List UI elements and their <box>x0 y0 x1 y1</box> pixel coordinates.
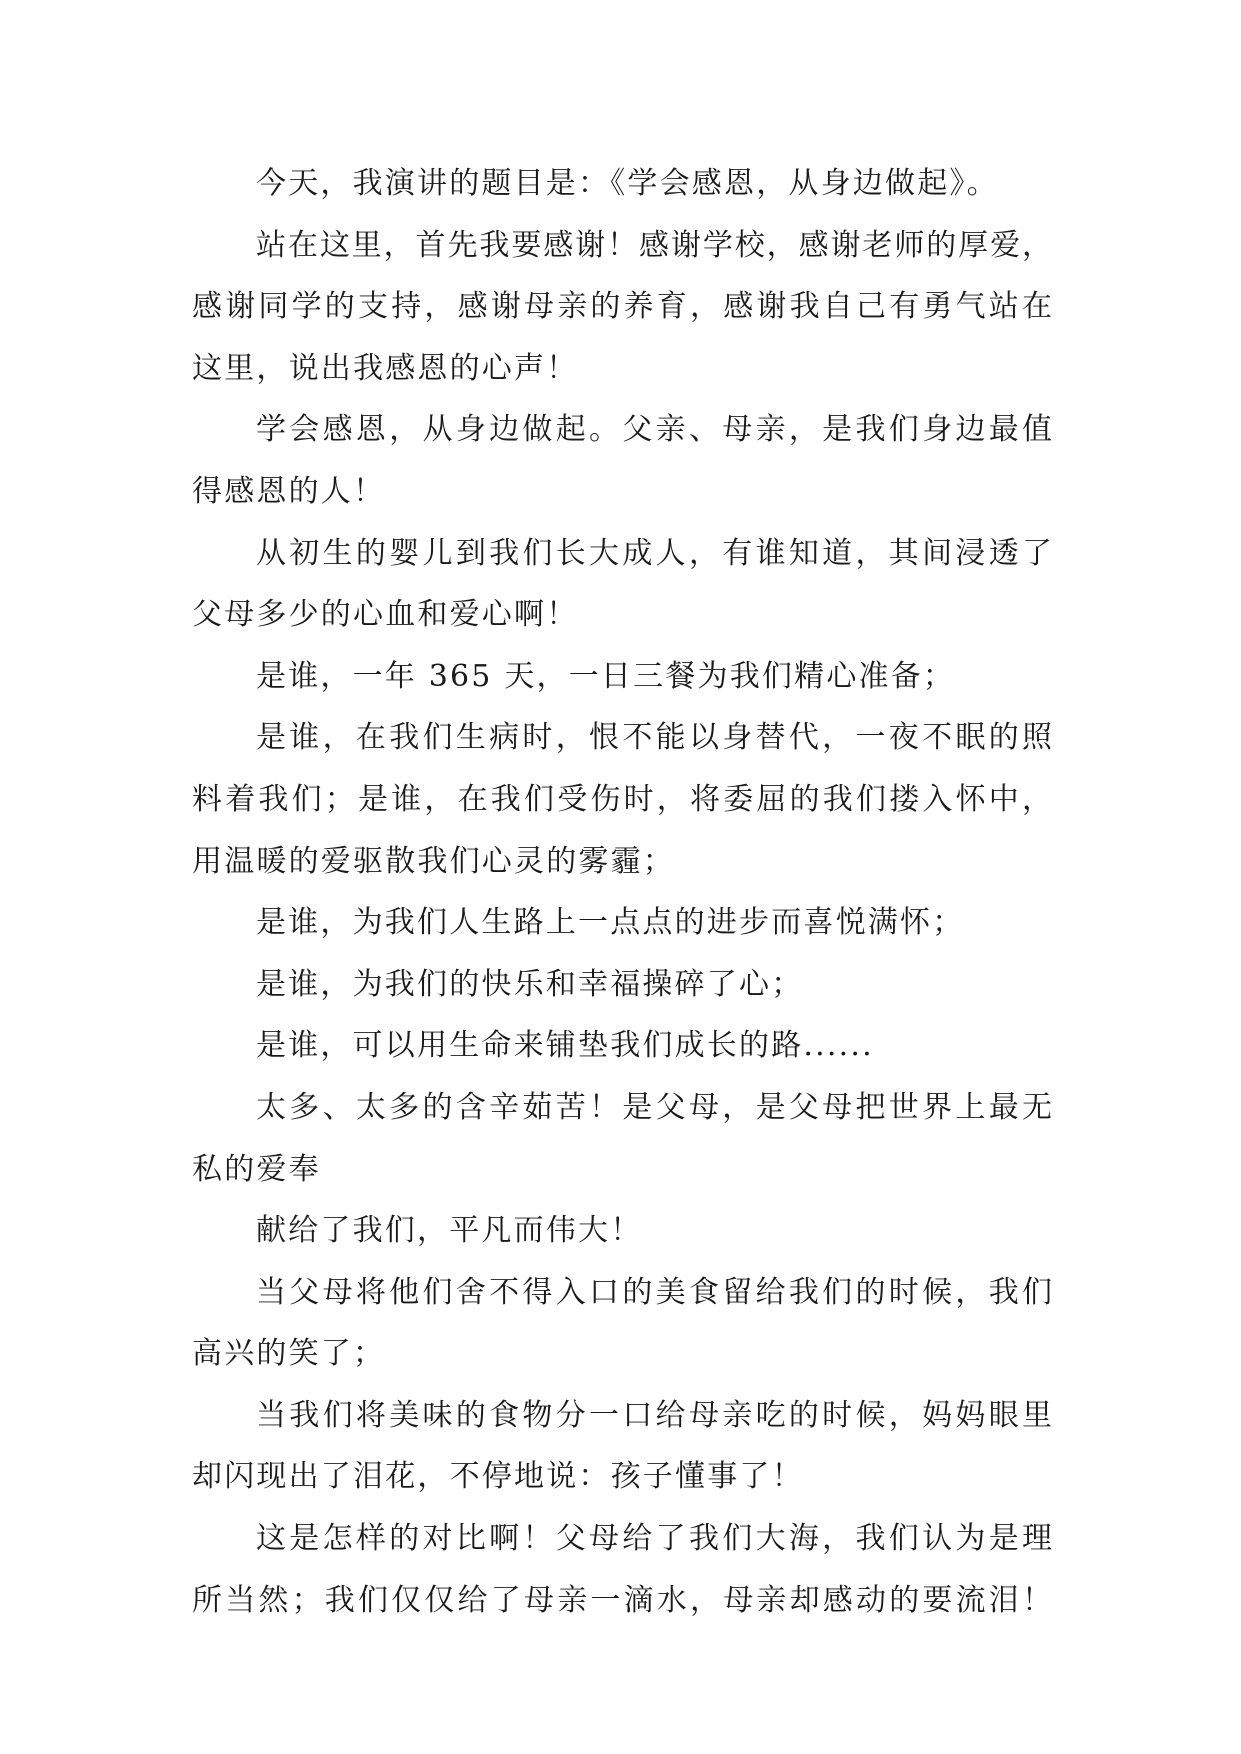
text-line: 站在这里，首先我要感谢！感谢学校，感谢老师的厚爱， <box>256 227 1052 263</box>
text-line: 这是怎样的对比啊！父母给了我们大海，我们认为是理 <box>256 1521 1052 1557</box>
text-line: 学会感恩，从身边做起。父亲、母亲，是我们身边最值 <box>256 412 1052 448</box>
text-line: 是谁，可以用生命来铺垫我们成长的路...... <box>256 1028 874 1064</box>
text-line: 献给了我们，平凡而伟大！ <box>256 1213 643 1249</box>
text-line: 父母多少的心血和爱心啊！ <box>192 597 579 633</box>
text-line: 太多、太多的含辛茹苦！是父母，是父母把世界上最无 <box>256 1089 1052 1125</box>
text-line: 是谁，在我们生病时，恨不能以身替代，一夜不眠的照 <box>256 720 1052 756</box>
text-line: 所当然；我们仅仅给了母亲一滴水，母亲却感动的要流泪！ <box>192 1582 1052 1618</box>
text-line: 是谁，为我们人生路上一点点的进步而喜悦满怀； <box>256 905 965 941</box>
text-line: 私的爱奉 <box>192 1151 321 1187</box>
text-line: 料着我们；是谁，在我们受伤时，将委屈的我们搂入怀中， <box>192 781 1052 817</box>
text-line: 这里，说出我感恩的心声！ <box>192 350 579 386</box>
text-line: 从初生的婴儿到我们长大成人，有谁知道，其间浸透了 <box>256 535 1052 571</box>
text-line: 今天，我演讲的题目是：《学会感恩，从身边做起》。 <box>256 166 999 201</box>
text-line: 用温暖的爱驱散我们心灵的雾霾； <box>192 843 675 879</box>
text-line: 得感恩的人！ <box>192 473 386 509</box>
document-body <box>192 162 1052 1640</box>
text-line: 高兴的笑了； <box>192 1336 386 1372</box>
text-line: 感谢同学的支持，感谢母亲的养育，感谢我自己有勇气站在 <box>192 289 1052 325</box>
text-line: 是谁，一年 365 天，一日三餐为我们精心准备； <box>256 658 956 694</box>
text-line: 当父母将他们舍不得入口的美食留给我们的时候，我们 <box>256 1274 1052 1310</box>
text-line: 却闪现出了泪花，不停地说：孩子懂事了！ <box>192 1459 804 1495</box>
text-line: 当我们将美味的食物分一口给母亲吃的时候，妈妈眼里 <box>256 1397 1052 1433</box>
text-line: 是谁，为我们的快乐和幸福操碎了心； <box>256 966 804 1002</box>
